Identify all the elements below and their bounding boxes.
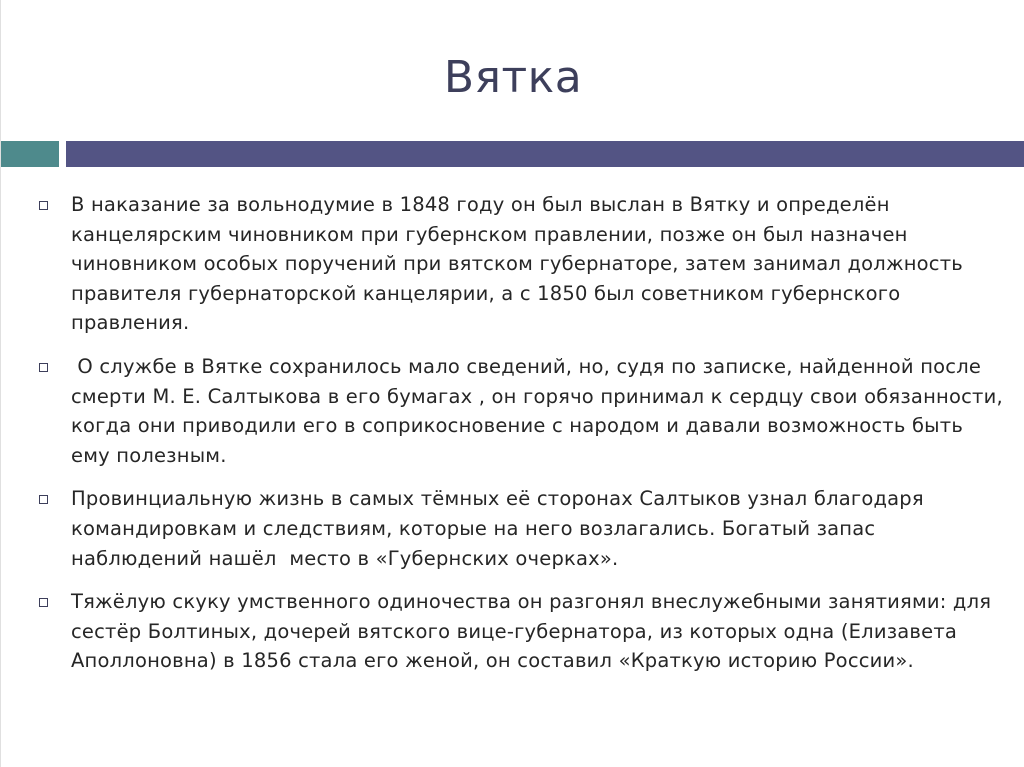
bullet-list (31, 190, 1010, 690)
hollow-square-icon (39, 598, 48, 607)
list-item-text: В наказание за вольнодумие в 1848 году он был выслан в Вятку и определён канцелярским чиновником при губернском правлении, позже он был назначен чиновником особых поручений при вятском губернаторе, затем занимал должность правителя губернаторской канцелярии, а с 1850 был советником губернского правления. (71, 193, 963, 335)
list-item-text: Провинциальную жизнь в самых тёмных её сторонах Салтыков узнал благодаря командировкам и следствиям, которые на него возлагались. Богатый запас наблюдений нашёл место в «Губернских очерках». (71, 487, 931, 570)
list-item (31, 587, 1006, 676)
slide-title: Вятка (443, 52, 583, 103)
title-rule-accent (1, 141, 59, 167)
hollow-square-icon (39, 495, 48, 504)
list-item-text: Тяжёлую скуку умственного одиночества он разгонял внеслужебными занятиями: для сестёр Болтиных, дочерей вятского вице-губернатора, из которых одна (Елизавета Аполлоновна) в 1856 стала его женой, он составил «Краткую историю России». (71, 590, 992, 673)
title-rule-bar (66, 141, 1024, 167)
list-item-text: О службе в Вятке сохранилось мало сведений, но, судя по записке, найденной после смерти М. Е. Салтыкова в его бумагах , он горячо принимал к сердцу свои обязанности, когда они приводили его в соприкосновение с народом и давали возможность быть ему полезным. (71, 354, 1010, 467)
list-item (31, 190, 1006, 338)
list-item (31, 352, 1010, 470)
hollow-square-icon (39, 201, 48, 210)
list-item (31, 484, 1006, 573)
hollow-square-icon (39, 363, 48, 372)
